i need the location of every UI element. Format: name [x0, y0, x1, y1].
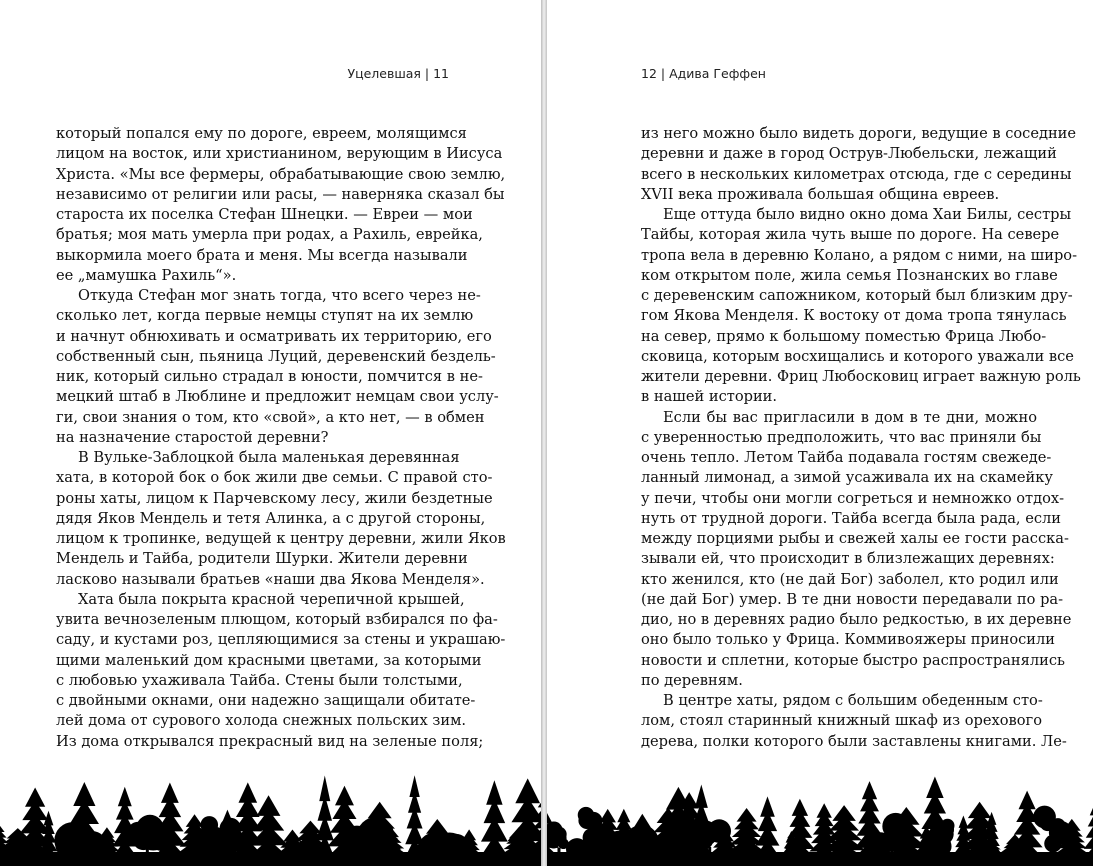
text-line: увита вечнозеленым плющом, который взбирался по фа-	[56, 611, 498, 628]
text-line: В Вульке-Заблоцкой была маленькая деревянная	[78, 449, 460, 466]
text-line: между порциями рыбы и свежей халы ее гости расска-	[641, 530, 1069, 547]
text-line: дерева, полки которого были заставлены книгами. Ле-	[641, 732, 1067, 750]
text-line: нуть от трудной дороги. Тайба всегда была рада, если	[641, 509, 1061, 527]
text-line: Хата была покрыта красной черепичной крышей,	[78, 590, 465, 608]
text-line: по деревням.	[641, 671, 743, 689]
text-line: у печи, чтобы они могли согреться и немножко отдох-	[641, 489, 1065, 507]
text-line: из него можно было видеть дороги, ведущие в соседние	[641, 125, 1077, 142]
left-running-head: Уцелевшая | 11	[347, 66, 449, 81]
text-line: ласково называли братьев «наши два Якова Менделя».	[56, 570, 485, 588]
forest-silhouette-left	[0, 766, 541, 866]
text-line: лом, стоял старинный книжный шкаф из орехового	[641, 712, 1042, 730]
pine-tree	[1009, 791, 1045, 866]
text-line: оно было только у Фрица. Коммивояжеры приносили	[641, 631, 1056, 649]
text-line: хата, в которой бок о бок жили две семьи. С правой сто-	[56, 469, 493, 487]
text-line: В центре хаты, рядом с большим обеденным сто-	[663, 692, 1043, 709]
text-line: лицом к тропинке, ведущей к центру деревни, жили Яков	[56, 530, 506, 547]
pine-tree	[783, 799, 817, 866]
text-line: дядя Яков Мендель и тетя Алинка, а с другой стороны,	[56, 509, 486, 527]
text-line: независимо от религии или расы, — наверняка сказал бы	[56, 185, 505, 203]
right-running-head: 12 | Адива Геффен	[641, 66, 766, 81]
text-line: собственный сын, пьяница Луций, деревенский бездель-	[56, 347, 496, 365]
text-line: кто женился, кто (не дай Бог) заболел, кто родил или	[641, 570, 1059, 588]
text-line: деревни и даже в город Острув-Любельски, лежащий	[641, 145, 1057, 163]
text-line: ги, свои знания о том, кто «свой», а кто нет, — в обмен	[56, 408, 485, 426]
text-line: сковица, которым восхищались и которого уважали все	[641, 347, 1074, 365]
text-line: который попался ему по дороге, евреем, молящимся	[56, 125, 467, 142]
text-line: ее „мамушка Рахиль“».	[56, 266, 237, 284]
text-line: лицом на восток, или христианином, верующим в Иисуса	[56, 145, 503, 163]
text-line: мецкий штаб в Люблине и предложит немцам свои услу-	[56, 388, 499, 406]
text-line: новости и сплетни, которые быстро распространялись	[641, 651, 1065, 669]
text-line: ник, который сильно страдал в юности, помчится в не-	[56, 368, 483, 385]
text-line: с двойными окнами, они надежно защищали обитате-	[56, 692, 476, 709]
pine-tree	[753, 796, 782, 866]
text-line: Откуда Стефан мог знать тогда, что всего через не-	[78, 287, 481, 304]
left-page	[0, 0, 541, 866]
text-line: с любовью ухаживала Тайба. Стены были толстыми,	[56, 671, 463, 689]
text-line: XVII века проживала большая община евреев.	[641, 185, 1000, 203]
text-line: братья; моя мать умерла при родах, а Рахиль, еврейка,	[56, 226, 483, 244]
text-line: всего в нескольких километрах отсюда, где с середины	[641, 165, 1072, 183]
text-line: жители деревни. Фриц Любосковиц играет важную роль	[641, 368, 1081, 385]
text-line: ланный лимонад, а зимой усаживала их на скамейку	[641, 469, 1053, 487]
forest-silhouette-right	[547, 766, 1093, 866]
text-line: щими маленький дом красными цветами, за которыми	[56, 651, 482, 669]
text-line: зывали ей, что происходит в близлежащих деревнях:	[641, 550, 1055, 568]
text-line: Если бы вас пригласили в дом в те дни, можно	[663, 408, 1037, 426]
text-line: с деревенским сапожником, который был близким дру-	[641, 287, 1073, 304]
text-line: Тайбы, которая жила чуть выше по дороге. На севере	[641, 226, 1060, 244]
text-line: Мендель и Тайба, родители Шурки. Жители деревни	[56, 550, 468, 568]
right-page	[547, 0, 1093, 866]
text-line: Христа. «Мы все фермеры, обрабатывающие свою землю,	[56, 165, 506, 183]
text-line: староста их поселка Стефан Шнецки. — Евреи — мои	[56, 206, 473, 223]
left-page-text	[56, 124, 506, 752]
text-line: выкормила моего брата и меня. Мы всегда называли	[56, 246, 468, 264]
text-line: и начнут обнюхивать и осматривать их территорию, его	[56, 327, 492, 345]
text-line: роны хаты, лицом к Парчевскому лесу, жили бездетные	[56, 489, 493, 507]
text-line: лей дома от сурового холода снежных польских зим.	[56, 712, 467, 730]
text-line: очень тепло. Летом Тайба подавала гостям свежеде-	[641, 449, 1052, 466]
text-line: сколько лет, когда первые немцы ступят на их землю	[56, 307, 474, 325]
text-line: в нашей истории.	[641, 388, 778, 406]
text-line: Еще оттуда было видно окно дома Хаи Билы, сестры	[663, 206, 1072, 223]
pine-tree	[314, 776, 335, 866]
text-line: на север, прямо к большому поместью Фрица Любо-	[641, 327, 1047, 345]
text-line: на назначение старостой деревни?	[56, 428, 329, 446]
text-line: (не дай Бог) умер. В те дни новости передавали по ра-	[641, 590, 1064, 608]
text-line: саду, и кустами роз, цепляющимися за стены и украшаю-	[56, 631, 506, 649]
text-line: тропа вела в деревню Колано, а рядом с ними, на широ-	[641, 246, 1078, 264]
text-line: дио, но в деревнях радио было редкостью, в их деревне	[641, 611, 1072, 628]
text-line: гом Якова Менделя. К востоку от дома тропа тянулась	[641, 307, 1067, 325]
text-line: с уверенностью предположить, что вас приняли бы	[641, 428, 1042, 446]
right-page-text	[641, 124, 1081, 752]
text-line: ком открытом поле, жила семья Познанских во главе	[641, 266, 1058, 284]
text-line: Из дома открывался прекрасный вид на зеленые поля;	[56, 732, 484, 750]
